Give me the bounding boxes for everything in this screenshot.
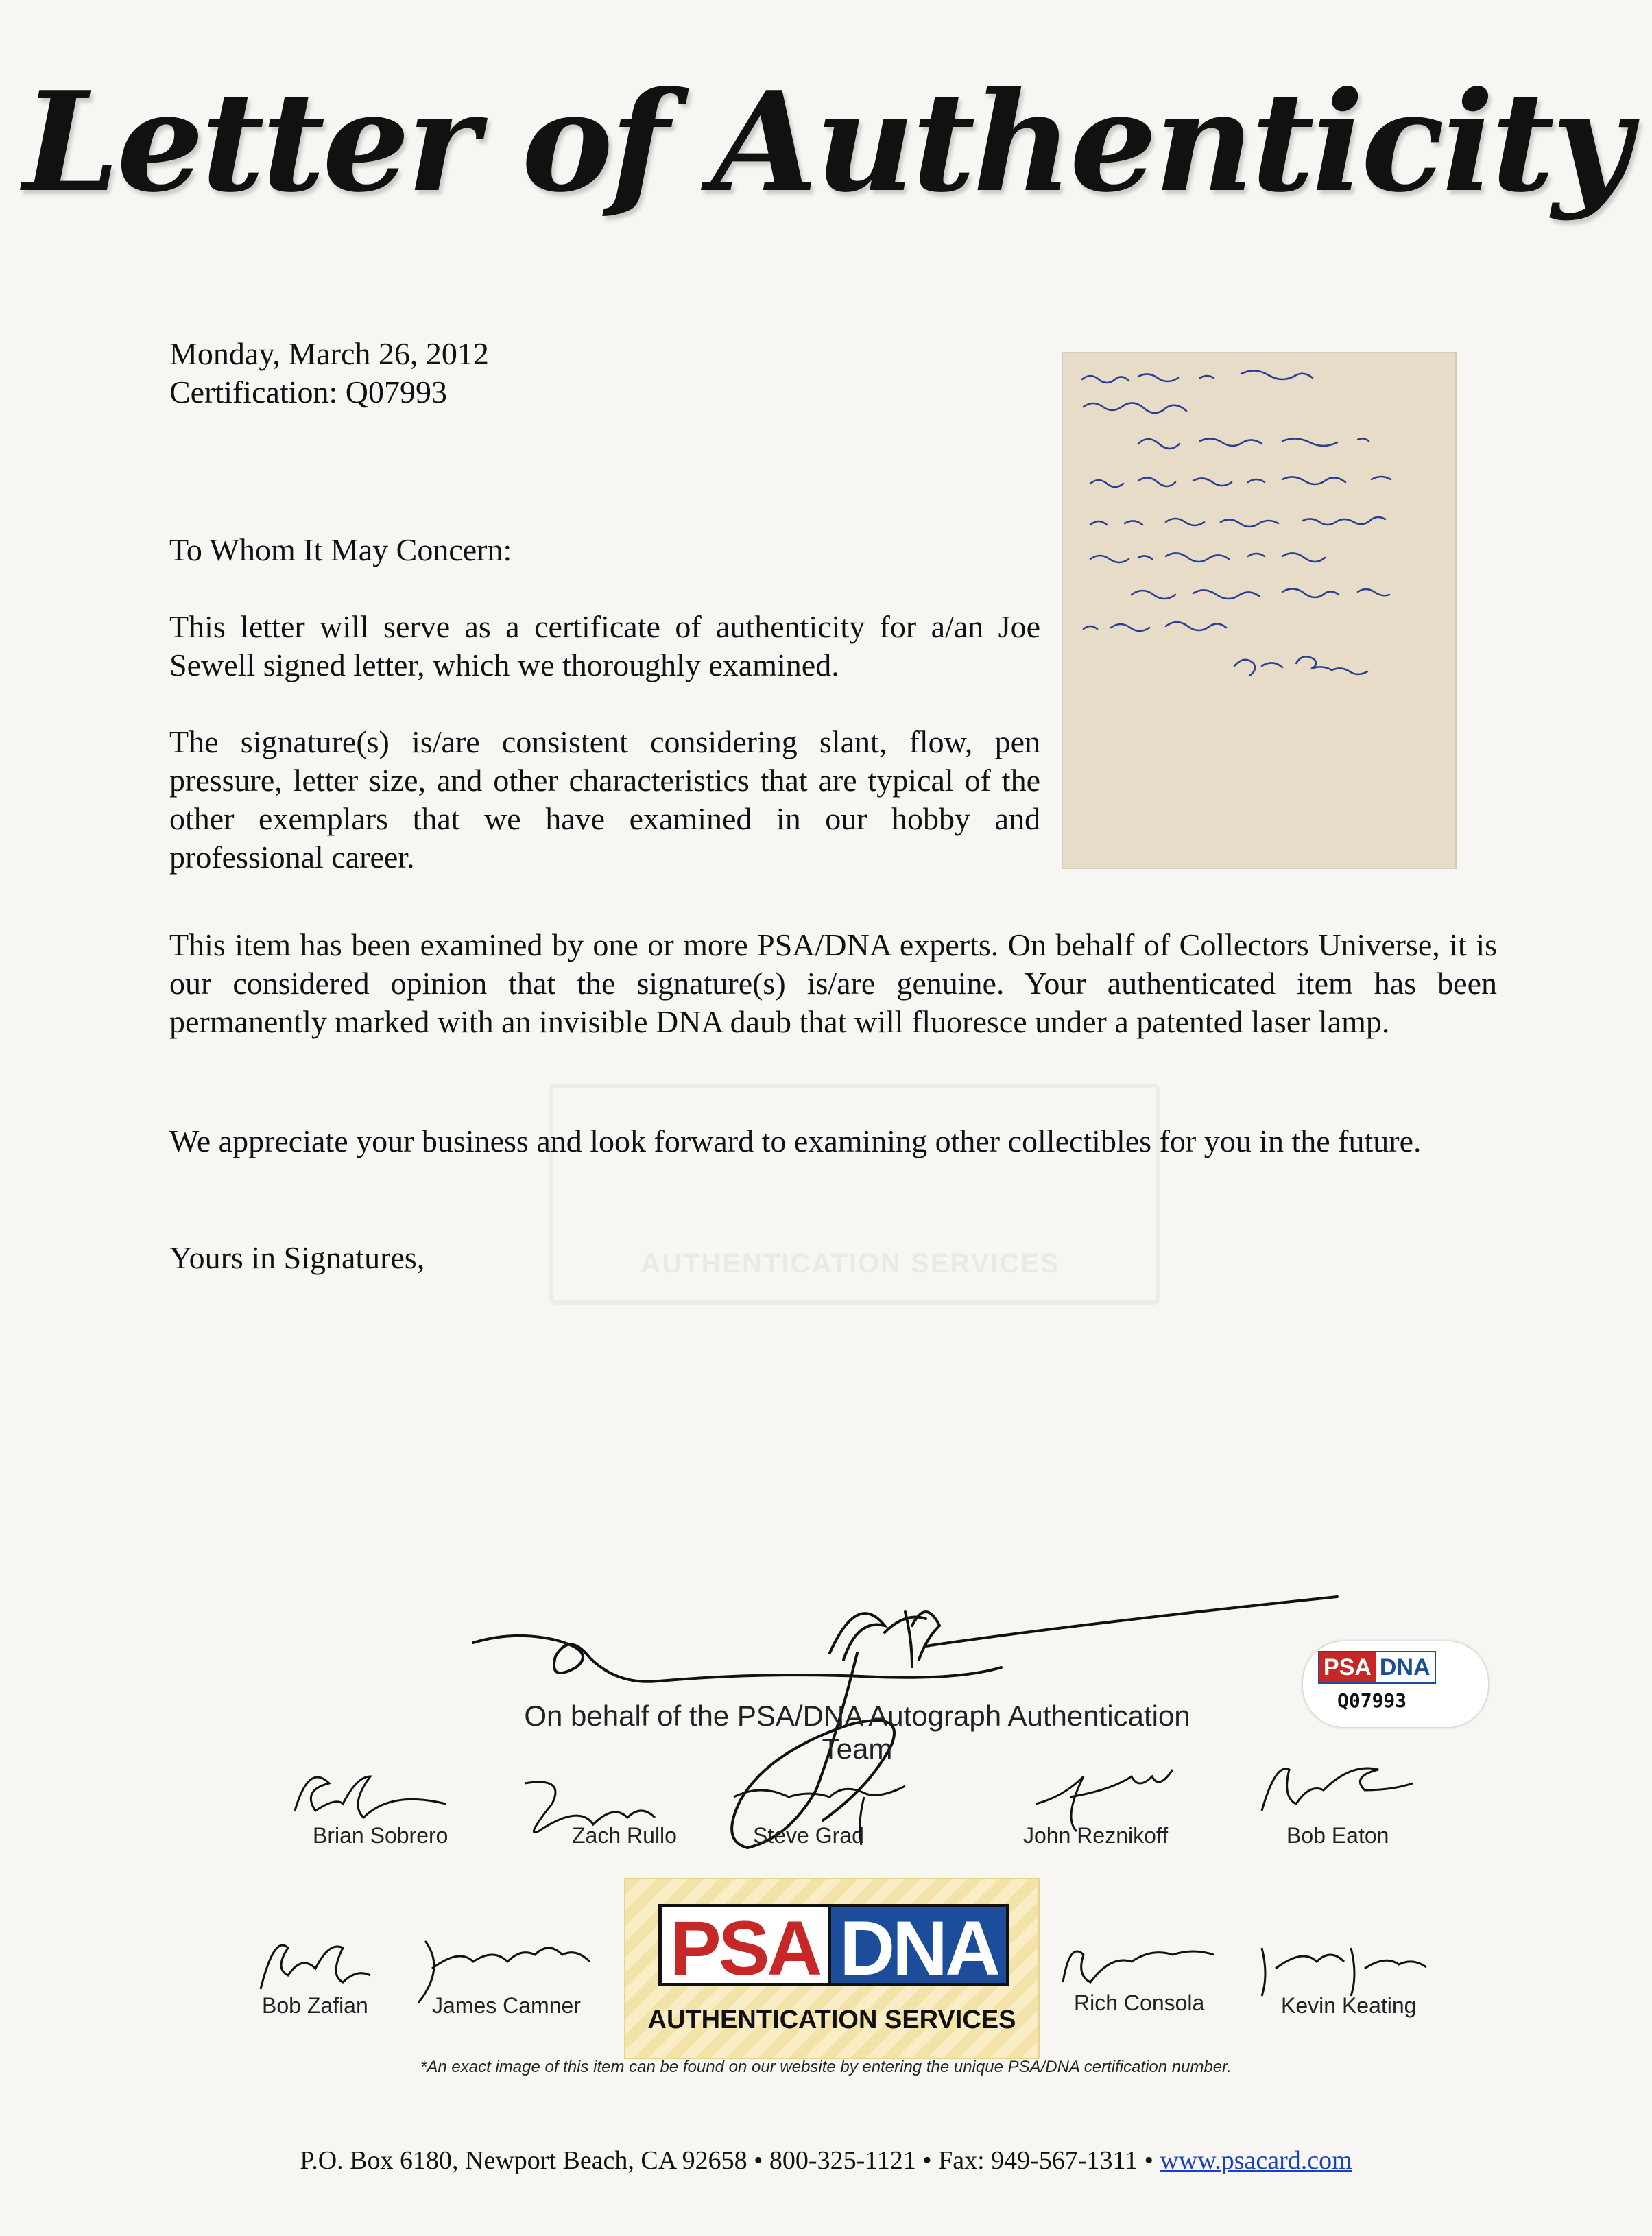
handwriting-line-4: [1090, 477, 1391, 487]
sticker-psa: PSA: [1319, 1652, 1376, 1682]
closing: Yours in Signatures,: [169, 1240, 425, 1275]
team-member-8: Rich Consola: [1074, 1990, 1205, 2015]
team-member-6: Bob Zafian: [262, 1993, 368, 2018]
team-member-4: John Reznikoff: [1023, 1823, 1169, 1848]
sticker-number: Q07993: [1337, 1689, 1407, 1712]
watermark-text: AUTHENTICATION SERVICES: [641, 1248, 1060, 1278]
team-member-9: Kevin Keating: [1281, 1993, 1417, 2018]
signature-brian-sobrero: [281, 1756, 459, 1831]
team-member-3: Steve Grad: [753, 1823, 864, 1848]
handwriting-line-6: [1090, 553, 1325, 562]
address-text: P.O. Box 6180, Newport Beach, CA 92658 • 800-325-1121 • Fax: 949-567-1311 •: [300, 2146, 1153, 2175]
handwriting-line-7: [1132, 588, 1389, 599]
handwriting-line-8: [1084, 622, 1226, 631]
handwriting-line-2: [1084, 403, 1186, 413]
team-member-2: Zach Rullo: [572, 1823, 677, 1848]
team-label: On behalf of the PSA/DNA Autograph Authentication Team: [524, 1700, 1190, 1765]
logo-mark: [658, 1904, 1009, 1991]
team-member-5: Bob Eaton: [1286, 1823, 1389, 1848]
signature-bob-eaton: [1248, 1756, 1426, 1831]
handwriting-lines: [1082, 370, 1391, 676]
handwriting-image: [1063, 353, 1455, 868]
footer-address: [0, 2145, 1652, 2176]
paragraph-appreciation: We appreciate your business and look forward to examining other collectibles for you in the future.: [169, 1123, 1422, 1158]
website-link[interactable]: www.psacard.com: [1160, 2146, 1352, 2175]
handwriting-line-3: [1138, 438, 1369, 449]
psa-dna-logo: [624, 1878, 1040, 2059]
paragraph-examined: This item has been examined by one or more PSA/DNA experts. On behalf of Collectors Universe, it is our considered opinion that the signature(s) is/are genuine. Your authenticated item has been permanently marked with an invisible DNA daub that will fluoresce under a patented laser lamp.: [169, 927, 1497, 1039]
paragraph-consistency: The signature(s) is/are consistent considering slant, flow, pen pressure, letter size, and other characteristics that are typical of the other exemplars that we have examined in our hobby and professional career.: [169, 724, 1040, 875]
letter-date: Monday, March 26, 2012: [169, 336, 489, 371]
signed-letter-image: [1063, 353, 1455, 868]
salutation: To Whom It May Concern:: [169, 532, 512, 567]
signature-kevin-keating: [1248, 1927, 1440, 2003]
handwriting-line-5: [1090, 517, 1385, 527]
logo-dna: DNA: [831, 1904, 1009, 1986]
footnote: *An exact image of this item can be found on our website by entering the unique PSA/DNA certification number.: [420, 2058, 1232, 2076]
logo-subtitle: AUTHENTICATION SERVICES: [647, 2006, 1016, 2034]
team-member-7: James Camner: [432, 1993, 581, 2018]
handwriting-line-1: [1082, 370, 1313, 383]
sticker-dna: DNA: [1376, 1652, 1435, 1682]
logo-psa: PSA: [658, 1904, 831, 1986]
page-title: Letter of Authenticity: [23, 62, 1629, 223]
psa-dna-sticker: [1303, 1641, 1488, 1727]
sticker-logo: [1318, 1651, 1436, 1684]
team-member-1: Brian Sobrero: [313, 1823, 448, 1848]
certification-number: Certification: Q07993: [169, 374, 447, 409]
paragraph-certificate: This letter will serve as a certificate of authenticity for a/an Joe Sewell signed letter, which we thoroughly examined.: [169, 609, 1040, 682]
handwriting-line-9: [1234, 656, 1367, 676]
